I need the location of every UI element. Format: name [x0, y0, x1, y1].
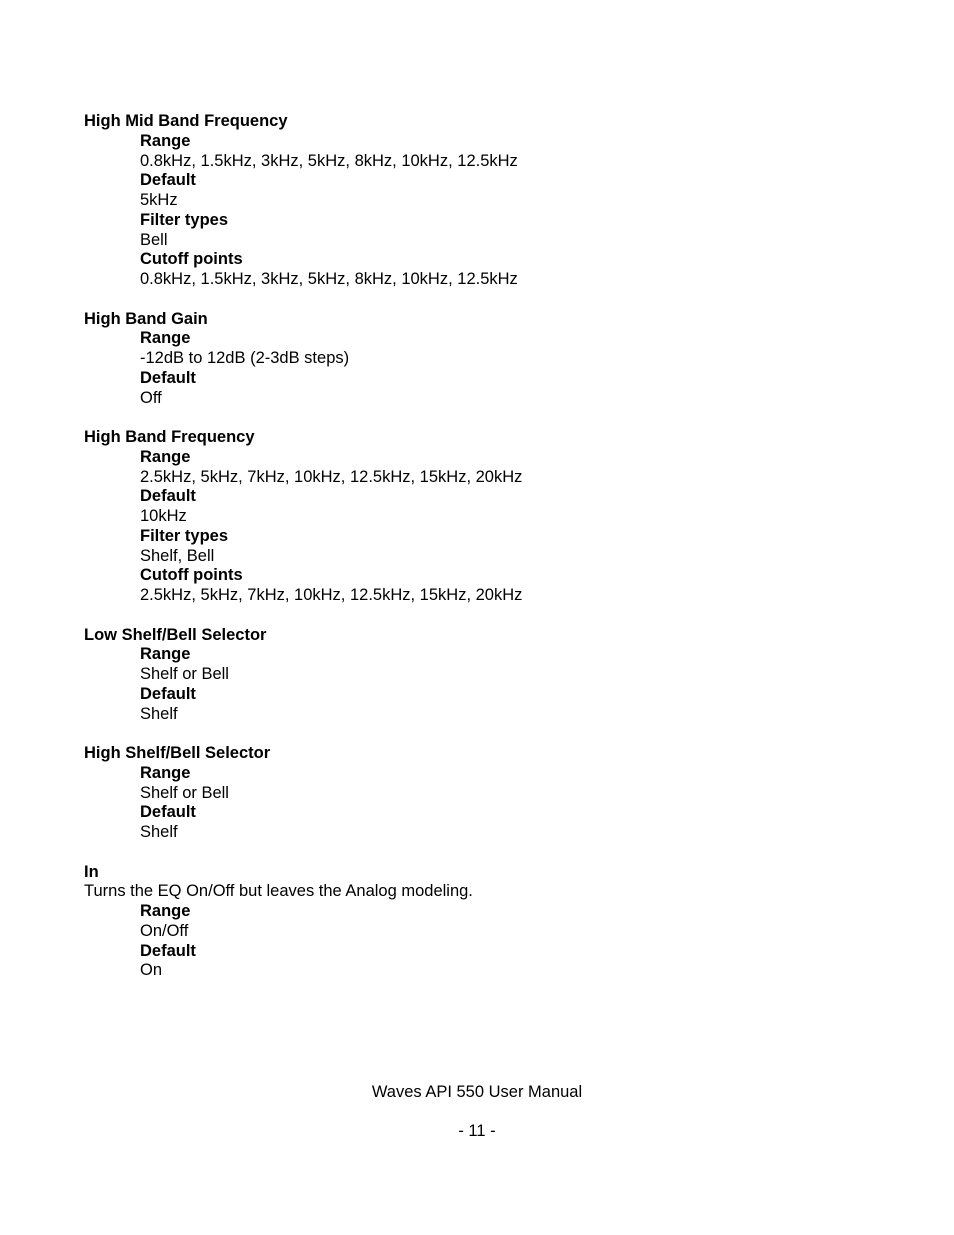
default-label: Default: [140, 684, 196, 703]
section-title: Low Shelf/Bell Selector: [84, 625, 267, 644]
default-value: Shelf: [140, 704, 178, 723]
document-body: [84, 112, 904, 981]
range-value: 2.5kHz, 5kHz, 7kHz, 10kHz, 12.5kHz, 15kHz, 20kHz: [140, 467, 523, 486]
section-description: Turns the EQ On/Off but leaves the Analog modeling.: [84, 882, 473, 901]
section-in: [84, 863, 904, 982]
section-high-band-gain: [84, 310, 904, 409]
range-value: Shelf or Bell: [140, 783, 229, 802]
spacer: [84, 408, 904, 428]
default-value: 5kHz: [140, 191, 178, 209]
spacer: [84, 843, 904, 863]
range-label: Range: [140, 645, 191, 664]
range-label: Range: [140, 329, 191, 348]
default-label: Default: [140, 487, 196, 506]
cutoff-points-label: Cutoff points: [140, 250, 243, 269]
default-value: 10kHz: [140, 507, 187, 525]
default-label: Default: [140, 941, 196, 960]
default-label: Default: [140, 368, 196, 387]
section-low-shelf-bell-selector: [84, 626, 904, 725]
section-high-shelf-bell-selector: [84, 744, 904, 843]
cutoff-points-value: 0.8kHz, 1.5kHz, 3kHz, 5kHz, 8kHz, 10kHz, 12.5kHz: [140, 270, 518, 288]
section-title: High Shelf/Bell Selector: [84, 744, 271, 762]
range-label: Range: [140, 902, 191, 920]
range-value: Shelf or Bell: [140, 665, 229, 683]
section-high-band-frequency: [84, 428, 904, 606]
filter-types-value: Shelf, Bell: [140, 546, 215, 565]
spacer: [84, 606, 904, 626]
section-title: High Mid Band Frequency: [84, 112, 288, 130]
range-label: Range: [140, 131, 191, 150]
section-title: In: [84, 862, 99, 881]
section-title: High Band Gain: [84, 309, 208, 328]
section-title: High Band Frequency: [84, 428, 255, 446]
filter-types-label: Filter types: [140, 210, 229, 229]
default-label: Default: [140, 171, 196, 190]
range-value: -12dB to 12dB (2-3dB steps): [140, 349, 350, 367]
range-value: On/Off: [140, 921, 189, 940]
filter-types-label: Filter types: [140, 526, 229, 545]
range-value: 0.8kHz, 1.5kHz, 3kHz, 5kHz, 8kHz, 10kHz, 12.5kHz: [140, 151, 518, 170]
default-value: On: [140, 961, 163, 980]
cutoff-points-label: Cutoff points: [140, 566, 243, 585]
section-high-mid-band-frequency: [84, 112, 904, 290]
default-value: Shelf: [140, 823, 178, 841]
range-label: Range: [140, 763, 191, 782]
footer-page-number: - 11 -: [458, 1122, 496, 1140]
spacer: [84, 290, 904, 310]
footer-manual-title: Waves API 550 User Manual: [371, 1083, 583, 1101]
range-label: Range: [140, 447, 191, 466]
spacer: [84, 724, 904, 744]
default-value: Off: [140, 388, 162, 407]
default-label: Default: [140, 803, 196, 822]
filter-types-value: Bell: [140, 230, 168, 249]
cutoff-points-value: 2.5kHz, 5kHz, 7kHz, 10kHz, 12.5kHz, 15kHz, 20kHz: [140, 586, 523, 604]
